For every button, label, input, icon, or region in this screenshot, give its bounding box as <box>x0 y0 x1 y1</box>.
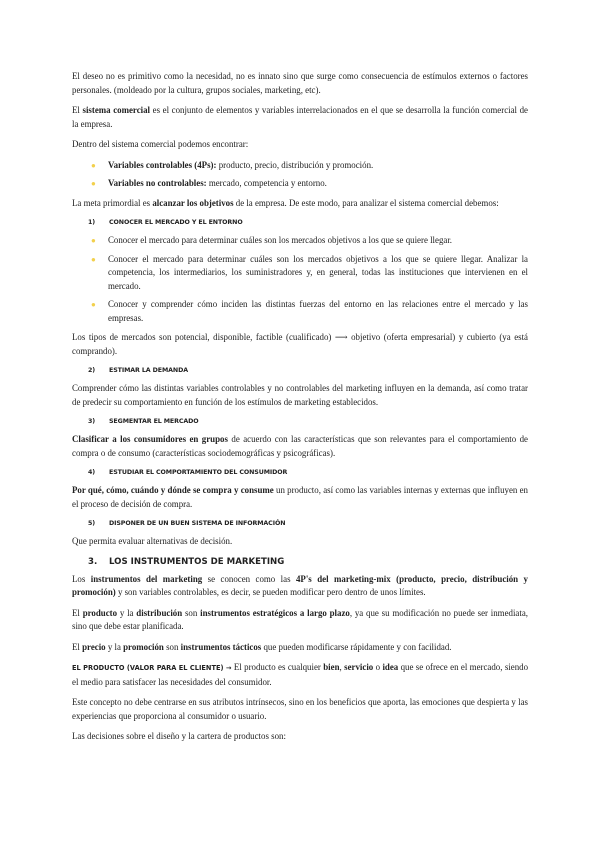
subheading-number: 5) <box>88 520 96 527</box>
text-run: se conocen como las <box>202 573 296 584</box>
subheading-label: ESTIMAR LA DEMANDA <box>109 367 188 374</box>
paragraph-decisiones: Las decisiones sobre el diseño y la cartera de productos son: <box>72 731 286 741</box>
inline-heading: EL PRODUCTO (VALOR PARA EL CLIENTE) → <box>72 664 232 672</box>
bold-term: 4P's del marketing-mix (producto, precio, distribución y promoción) <box>72 573 528 597</box>
paragraph-instrumentos <box>72 573 528 600</box>
text-run: Conocer el mercado para determinar cuáles son los mercados objetivos a los que se quiere llegar. <box>108 235 453 245</box>
subheading-label: SEGMENTAR EL MERCADO <box>109 418 199 425</box>
text-run: es el conjunto de elementos y variables interrelacionados en el que se desarrolla la función comercial de la empresa. <box>72 105 528 129</box>
bold-term: alcanzar los objetivos <box>152 197 234 208</box>
text-run: , ya que su modificación no puede ser inmediata, sino que debe estar planificada. <box>72 607 528 631</box>
list-item <box>72 298 528 325</box>
paragraph-segmentar <box>72 433 528 460</box>
subheading-label: CONOCER EL MERCADO Y EL ENTORNO <box>109 219 243 226</box>
paragraph-evaluar: Que permita evaluar alternativas de decisión. <box>72 536 233 546</box>
list-item <box>72 177 528 191</box>
bullet-icon: ● <box>91 300 96 309</box>
text-run: son <box>182 607 201 618</box>
text-run: un producto, así como las variables internas y externas que influyen en el proceso de decisión de compra. <box>72 485 528 509</box>
bold-term: precio <box>82 641 106 652</box>
paragraph-sistema-comercial <box>72 104 528 131</box>
subheading-1 <box>72 217 528 228</box>
subheading-4 <box>72 467 528 478</box>
paragraph-concepto: Este concepto no debe centrarse en sus atributos intrínsecos, sino en los beneficios que aporta, las emociones que despierta y las experiencias que proporciona al consumidor o usuario. <box>72 697 528 721</box>
subheading-3 <box>72 416 528 427</box>
text-run: y la <box>117 607 137 618</box>
text-run: La meta primordial es <box>72 197 153 208</box>
paragraph-meta <box>72 197 528 211</box>
bullet-icon: ● <box>91 179 96 188</box>
text-run: producto, precio, distribución y promoción. <box>216 159 374 170</box>
paragraph-dentro: Dentro del sistema comercial podemos encontrar: <box>72 139 249 149</box>
text-run: o <box>373 662 383 672</box>
bold-term: servicio <box>344 662 374 672</box>
list-item <box>72 253 528 294</box>
text-run: que pueden modificarse rápidamente y con facilidad. <box>261 641 452 652</box>
section-number: 3. <box>88 556 98 567</box>
text-run: El <box>72 607 83 618</box>
bold-term: idea <box>382 662 399 672</box>
text-run: son <box>163 641 181 652</box>
text-run: El <box>72 105 83 115</box>
bold-term: Por qué, cómo, cuándo y dónde se compra y consume <box>72 485 274 495</box>
mercado-list <box>72 234 528 325</box>
bold-term: producto <box>82 607 118 618</box>
text-run: , <box>339 662 345 672</box>
bold-term: Variables controlables (4Ps): <box>108 159 217 170</box>
subheading-number: 2) <box>88 367 96 374</box>
text-run: y son variables controlables, es decir, se pueden modificar pero dentro de unos límites. <box>115 587 426 597</box>
text-run: mercado, competencia y entorno. <box>206 178 327 188</box>
paragraph-demanda: Comprender cómo las distintas variables controlables y no controlables del marketing influyen en la demanda, así como tratar de predecir su comportamiento en función de los estímulos de marketing establecidos. <box>72 383 528 407</box>
text-run: Conocer el mercado para determinar cuáles son los mercados objetivos a los que se quiere llegar. Analizar la competencia, los intermediarios, los suministradores y, en general, todas las instituciones que intervienen en el mercado. <box>108 253 528 291</box>
subheading-label: ESTUDIAR EL COMPORTAMIENTO DEL CONSUMIDOR <box>109 469 288 476</box>
bold-term: instrumentos tácticos <box>180 641 262 652</box>
subheading-label: DISPONER DE UN BUEN SISTEMA DE INFORMACIÓN <box>109 520 286 527</box>
bullet-icon: ● <box>91 254 96 264</box>
bold-term: bien <box>323 662 340 672</box>
list-item <box>72 159 528 173</box>
section-heading-3 <box>72 556 528 569</box>
text-run: El <box>72 641 83 652</box>
bullet-icon: ● <box>91 236 96 245</box>
bold-term: Variables no controlables: <box>108 178 207 188</box>
section-title: LOS INSTRUMENTOS DE MARKETING <box>109 556 285 567</box>
text-run: de la empresa. De este modo, para analizar el sistema comercial debemos: <box>233 197 499 208</box>
subheading-number: 3) <box>88 418 96 425</box>
bold-term: instrumentos estratégicos a largo plazo <box>200 607 350 618</box>
text-run: El producto es cualquier <box>231 662 324 672</box>
bold-term: distribución <box>136 607 183 618</box>
subheading-2 <box>72 365 528 376</box>
text-run: Los <box>72 573 91 584</box>
text-run: Conocer y comprender cómo inciden las distintas fuerzas del entorno en las relaciones entre el mercado y las empresas. <box>108 299 528 323</box>
paragraph-deseo: El deseo no es primitivo como la necesidad, no es innato sino que surge como consecuencia de estímulos externos o factores personales. (moldeado por la cultura, grupos sociales, marketing, etc). <box>72 71 528 95</box>
bold-term: instrumentos del marketing <box>90 573 203 584</box>
bold-term: Clasificar a los consumidores en grupos <box>72 434 228 444</box>
subheading-5 <box>72 518 528 529</box>
document-body <box>72 70 528 751</box>
paragraph-comportamiento <box>72 484 528 511</box>
paragraph-precio-promocion <box>72 641 528 655</box>
paragraph-tipos-mercados: Los tipos de mercados son potencial, disponible, factible (cualificado) ⟶ objetivo (oferta empresarial) y cubierto (ya está comprando). <box>72 332 528 356</box>
bold-term: promoción <box>123 641 164 652</box>
list-item <box>72 234 528 248</box>
paragraph-producto-distribucion <box>72 607 528 634</box>
bullet-icon: ● <box>91 160 96 170</box>
text-run: y la <box>105 641 124 652</box>
paragraph-el-producto <box>72 661 528 689</box>
text-run: que se ofrece en el mercado, siendo el medio para satisfacer las necesidades del consumidor. <box>72 662 529 687</box>
subheading-number: 4) <box>88 469 96 476</box>
subheading-number: 1) <box>88 219 96 226</box>
bold-term: sistema comercial <box>82 105 151 115</box>
text-run: de acuerdo con las características que son relevantes para el comportamiento de compra o de consumo (características sociodemográficas y psicográficas). <box>72 434 528 458</box>
variables-list <box>72 159 528 191</box>
